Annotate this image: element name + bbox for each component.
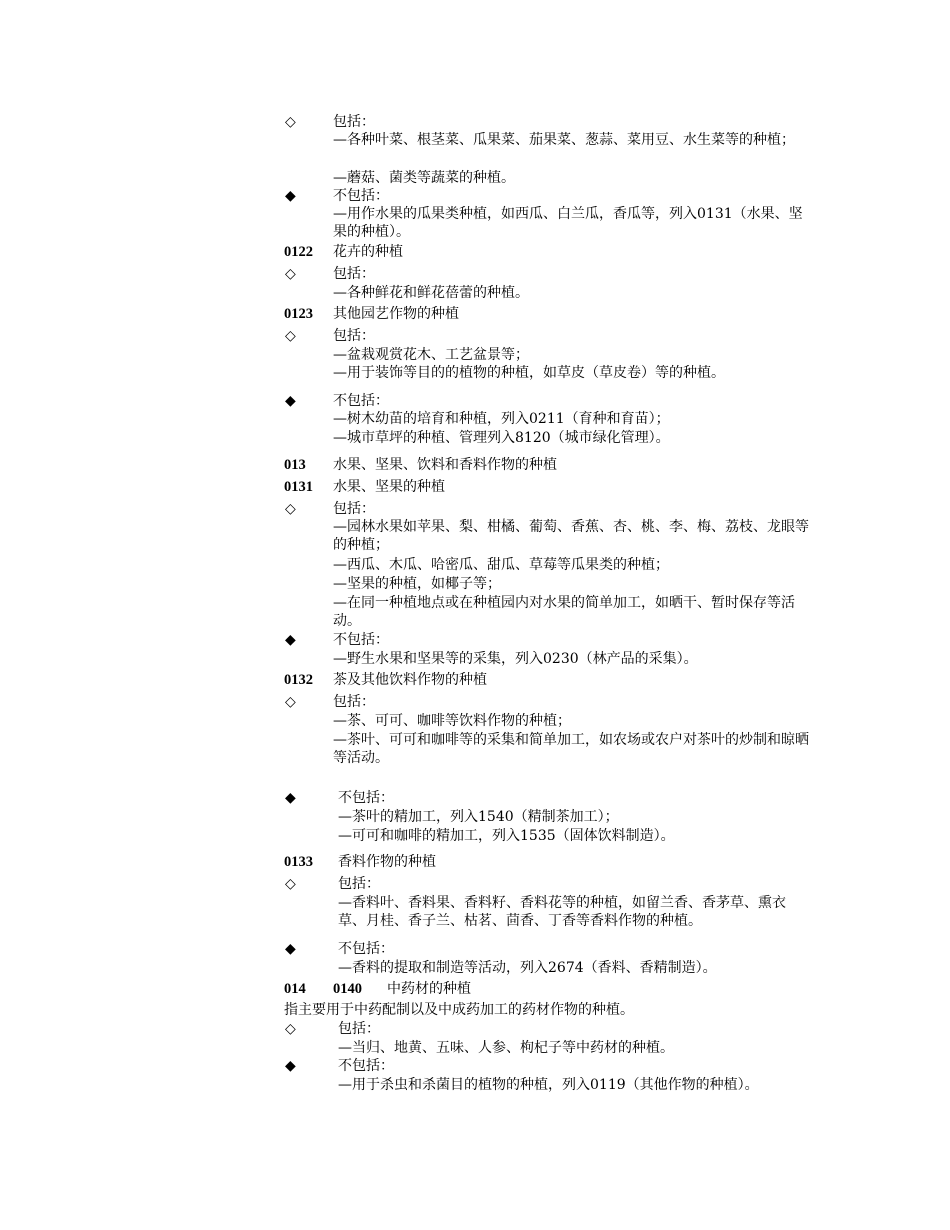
include-item: —在同一种植地点或在种植园内对水果的简单加工，如晒干、暂时保存等活动。 xyxy=(333,595,795,629)
include-marker: ◇ xyxy=(285,328,296,344)
section-description: 指主要用于中药配制以及中成药加工的药材作物的种植。 xyxy=(284,1002,634,1018)
include-marker: ◇ xyxy=(285,1021,296,1037)
exclude-marker: ◆ xyxy=(285,790,296,806)
include-item: —香料叶、香料果、香料籽、香料花等的种植，如留兰香、香茅草、熏衣草、月桂、香子兰、枯茗、茴香、丁香等香料作物的种植。 xyxy=(338,895,786,929)
exclude-item: —茶叶的精加工，列入1540（精制茶加工）； xyxy=(338,809,619,825)
section-code: 0140 xyxy=(333,981,362,997)
include-item: —茶叶、可可和咖啡等的采集和简单加工，如农场或农户对茶叶的炒制和晾晒等活动。 xyxy=(333,732,809,766)
include-item: —各种叶菜、根茎菜、瓜果菜、茄果菜、葱蒜、菜用豆、水生菜等的种植； xyxy=(333,132,795,148)
exclude-label: 不包括： xyxy=(333,188,389,204)
exclude-label: 不包括： xyxy=(338,1058,394,1074)
exclude-item: —香料的提取和制造等活动，列入2674（香料、香精制造）。 xyxy=(338,960,717,976)
exclude-item: —野生水果和坚果等的采集，列入0230（林产品的采集）。 xyxy=(333,651,698,667)
section-code: 0132 xyxy=(284,672,313,688)
include-item: —茶、可可、咖啡等饮料作物的种植； xyxy=(333,713,571,729)
exclude-item: —树木幼苗的培育和种植，列入0211（育种和育苗）； xyxy=(333,411,670,427)
section-title: 水果、坚果、饮料和香料作物的种植 xyxy=(333,457,557,473)
section-title: 中药材的种植 xyxy=(387,981,471,997)
exclude-item: —用于杀虫和杀菌目的植物的种植，列入0119（其他作物的种植）。 xyxy=(338,1077,759,1093)
exclude-marker: ◆ xyxy=(285,941,296,957)
include-item: —当归、地黄、五味、人参、枸杞子等中药材的种植。 xyxy=(338,1040,674,1056)
include-label: 包括： xyxy=(338,1021,380,1037)
exclude-label: 不包括： xyxy=(333,393,389,409)
section-code: 0123 xyxy=(284,306,313,322)
exclude-marker: ◆ xyxy=(285,632,296,648)
include-label: 包括： xyxy=(338,876,380,892)
section-code: 014 xyxy=(284,981,306,997)
section-title: 香料作物的种植 xyxy=(338,854,436,870)
section-code: 013 xyxy=(284,457,306,473)
exclude-marker: ◆ xyxy=(285,1058,296,1074)
section-code: 0131 xyxy=(284,479,313,495)
include-marker: ◇ xyxy=(285,114,296,130)
exclude-marker: ◆ xyxy=(285,393,296,409)
include-item: —园林水果如苹果、梨、柑橘、葡萄、香蕉、杏、桃、李、梅、荔枝、龙眼等的种植； xyxy=(333,519,809,553)
include-item: —用于装饰等目的的植物的种植，如草皮（草皮卷）等的种植。 xyxy=(333,365,725,381)
exclude-label: 不包括： xyxy=(338,790,394,806)
include-label: 包括： xyxy=(333,694,375,710)
include-marker: ◇ xyxy=(285,266,296,282)
include-marker: ◇ xyxy=(285,876,296,892)
section-title: 其他园艺作物的种植 xyxy=(333,306,459,322)
section-code: 0122 xyxy=(284,244,313,260)
include-marker: ◇ xyxy=(285,501,296,517)
include-marker: ◇ xyxy=(285,694,296,710)
exclude-item: —城市草坪的种植、管理列入8120（城市绿化管理）。 xyxy=(333,430,670,446)
include-item: —西瓜、木瓜、哈密瓜、甜瓜、草莓等瓜果类的种植； xyxy=(333,557,669,573)
include-label: 包括： xyxy=(333,114,375,130)
include-item: —盆栽观赏花木、工艺盆景等； xyxy=(333,347,529,363)
include-label: 包括： xyxy=(333,328,375,344)
section-code: 0133 xyxy=(284,854,313,870)
exclude-item: —用作水果的瓜果类种植，如西瓜、白兰瓜，香瓜等，列入0131（水果、坚果的种植）。 xyxy=(333,206,803,240)
exclude-label: 不包括： xyxy=(333,632,389,648)
include-item: —蘑菇、菌类等蔬菜的种植。 xyxy=(333,170,515,186)
section-title: 花卉的种植 xyxy=(333,244,403,260)
exclude-label: 不包括： xyxy=(338,941,394,957)
exclude-marker: ◆ xyxy=(285,188,296,204)
section-title: 茶及其他饮料作物的种植 xyxy=(333,672,487,688)
include-item: —各种鲜花和鲜花蓓蕾的种植。 xyxy=(333,285,529,301)
include-item: —坚果的种植，如椰子等； xyxy=(333,576,501,592)
include-label: 包括： xyxy=(333,501,375,517)
include-label: 包括： xyxy=(333,266,375,282)
exclude-item: —可可和咖啡的精加工，列入1535（固体饮料制造）。 xyxy=(338,828,675,844)
section-title: 水果、坚果的种植 xyxy=(333,479,445,495)
